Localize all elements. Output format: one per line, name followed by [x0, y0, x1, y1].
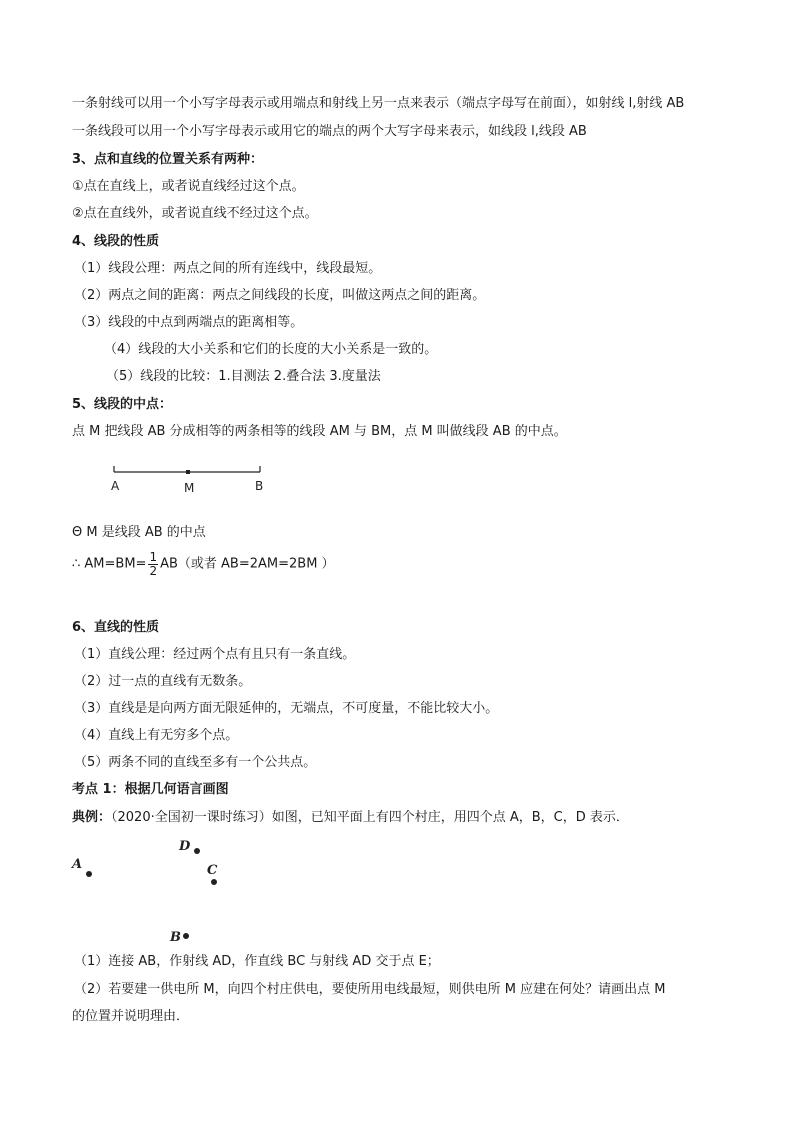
- midpoint-m-dot: [186, 470, 190, 474]
- segment-am-b-figure: [100, 460, 280, 496]
- village-point-d: [194, 848, 200, 854]
- fraction-one-half: [148, 551, 158, 578]
- midpoint-definition-text: 点 M 把线段 AB 分成相等的两条相等的线段 AM 与 BM，点 M 叫做线段 AB 的中点。: [72, 424, 567, 439]
- point-off-line-text: ②点在直线外，或者说直线不经过这个点。: [72, 206, 318, 221]
- question-2-continued-text: 的位置并说明理由．: [72, 1009, 190, 1024]
- segment-size-relation-text: （4）线段的大小关系和它们的长度的大小关系是一致的。: [104, 342, 438, 357]
- line-points-text: （4）直线上有无穷多个点。: [74, 728, 239, 743]
- fraction-denominator: 2: [149, 564, 158, 578]
- line-axiom-text: （1）直线公理：经过两个点有且只有一条直线。: [74, 647, 356, 662]
- section-3-heading: 3、点和直线的位置关系有两种：: [72, 152, 264, 167]
- because-statement: Θ M 是线段 AB 的中点: [72, 525, 206, 540]
- village-label-a: A: [72, 857, 83, 872]
- point-on-line-text: ①点在直线上，或者说直线经过这个点。: [72, 179, 305, 194]
- segment-comparison-text: （5）线段的比较：1.目测法 2.叠合法 3.度量法: [106, 369, 381, 384]
- section-6-heading: 6、直线的性质: [72, 620, 160, 635]
- line-infinite-text: （3）直线是是向两方面无限延伸的，无端点，不可度量，不能比较大小。: [74, 701, 499, 716]
- ray-notation-text: 一条射线可以用一个小写字母表示或用端点和射线上另一点来表示（端点字母写在前面），如射线 l,射线 AB: [72, 96, 685, 111]
- question-2-text: （2）若要建一供电所 M，向四个村庄供电，要使所用电线最短，则供电所 M 应建在何处？请画出点 M: [74, 982, 666, 997]
- label-b: B: [255, 479, 264, 493]
- section-4-heading: 4、线段的性质: [72, 234, 160, 249]
- village-label-c: C: [207, 863, 218, 878]
- therefore-rhs: AB（或者 AB=2AM=2BM ）: [160, 556, 335, 572]
- segment-axiom-text: （1）线段公理：两点之间的所有连线中，线段最短。: [74, 261, 382, 276]
- midpoint-property-text: （3）线段的中点到两端点的距离相等。: [74, 315, 304, 330]
- label-m: M: [184, 481, 195, 495]
- village-point-a: [86, 871, 92, 877]
- distance-definition-text: （2）两点之间的距离：两点之间线段的长度，叫做这两点之间的距离。: [74, 288, 486, 303]
- question-1-text: （1）连接 AB，作射线 AD，作直线 BC 与射线 AD 交于点 E；: [74, 954, 440, 969]
- example-intro: [72, 810, 629, 826]
- example-text: （2020·全国初一课时练习）如图，已知平面上有四个村庄，用四个点 A，B，C，D 表示．: [111, 810, 629, 825]
- key-point-1-heading: 考点 1：根据几何语言画图: [72, 782, 229, 797]
- therefore-statement: [72, 551, 335, 585]
- village-point-b: [183, 933, 189, 939]
- lines-through-point-text: （2）过一点的直线有无数条。: [74, 674, 252, 689]
- therefore-lhs: ∴ AM=BM=: [72, 556, 147, 572]
- example-label: 典例：: [72, 810, 112, 825]
- village-point-c: [211, 879, 217, 885]
- section-5-heading: 5、线段的中点：: [72, 397, 173, 412]
- village-label-d: D: [179, 839, 191, 854]
- villages-figure: [66, 832, 236, 947]
- segment-notation-text: 一条线段可以用一个小写字母表示或用它的端点的两个大写字母来表示，如线段 l,线段 AB: [72, 124, 587, 139]
- common-point-text: （5）两条不同的直线至多有一个公共点。: [74, 755, 317, 770]
- village-label-b: B: [170, 930, 181, 945]
- label-a: A: [111, 479, 120, 493]
- fraction-numerator: 1: [149, 550, 158, 564]
